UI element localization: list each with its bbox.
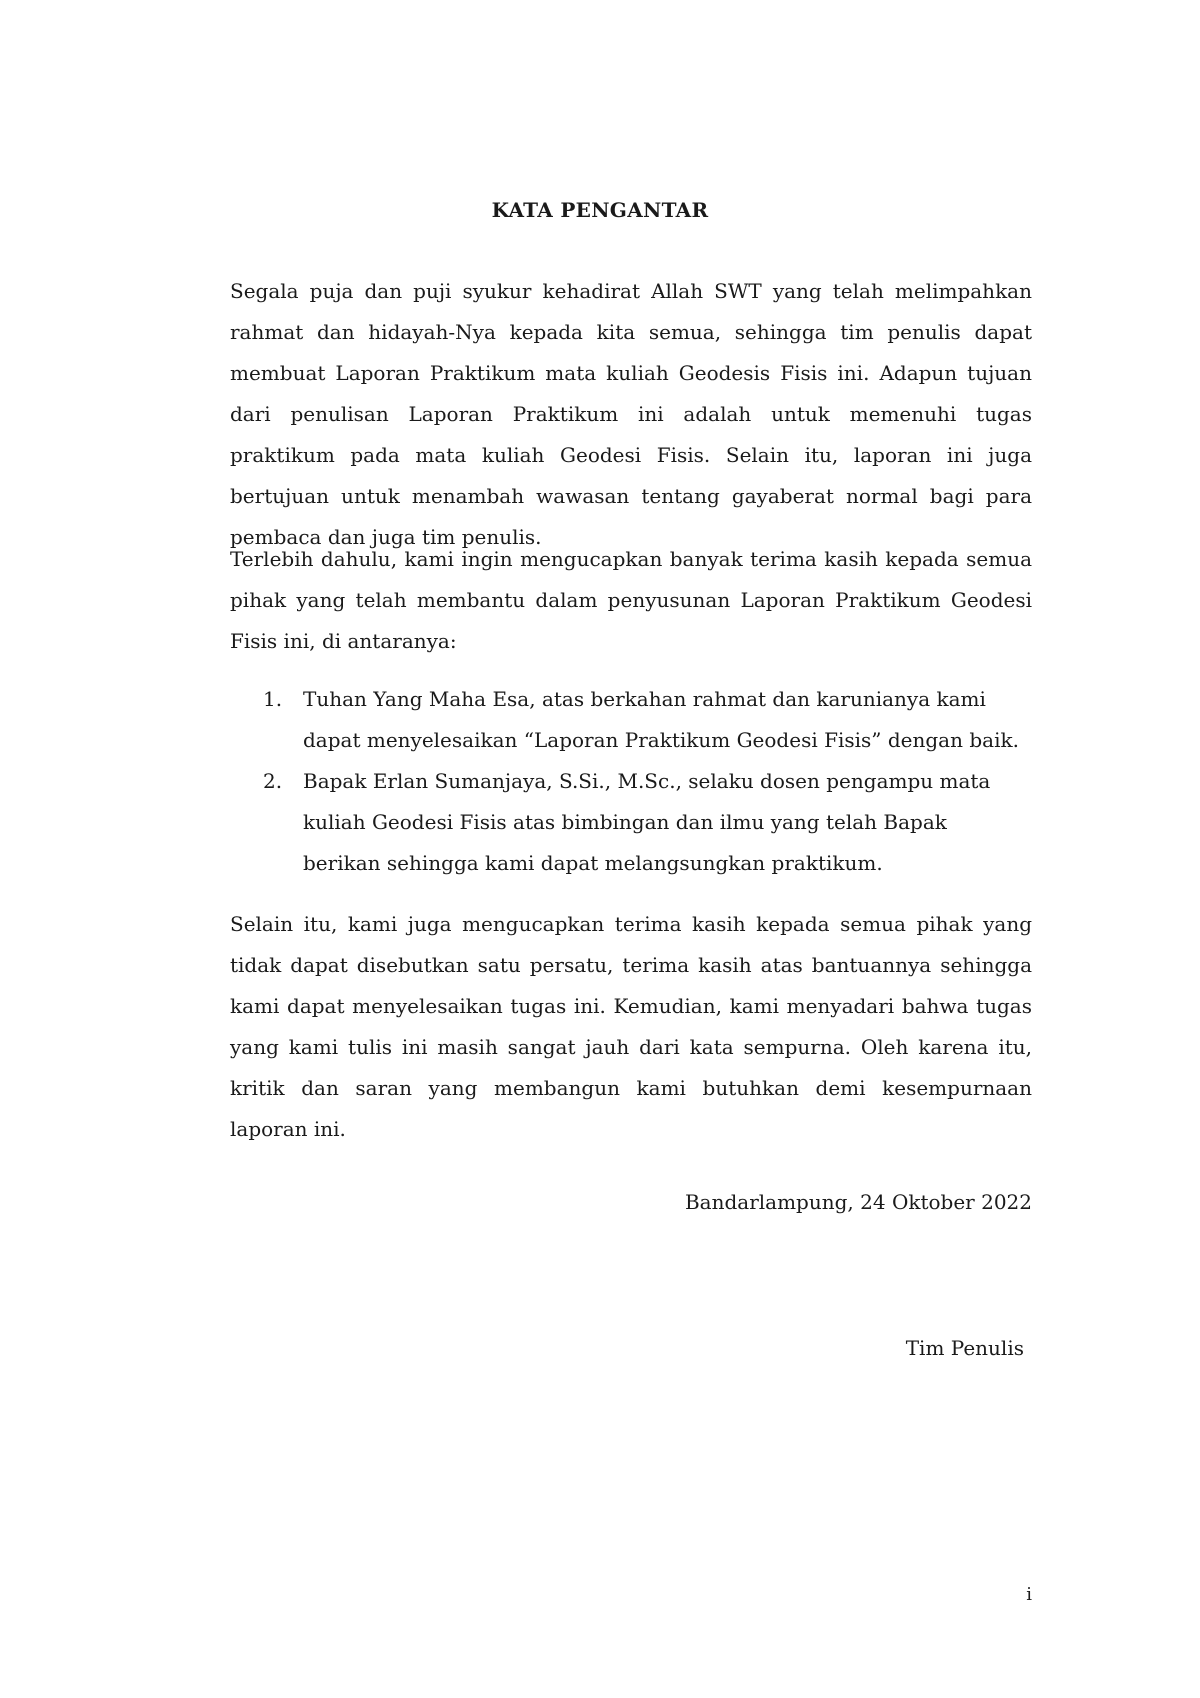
signer: Tim Penulis: [905, 1336, 1024, 1360]
list-item: [230, 679, 1032, 761]
place-date: Bandarlampung, 24 Oktober 2022: [684, 1190, 1032, 1214]
paragraph-intro: Segala puja dan puji syukur kehadirat Allah SWT yang telah melimpahkan rahmat dan hidayah-Nya kepada kita semua, sehingga tim penulis dapat membuat Laporan Praktikum mata kuliah Geodesis Fisis ini. Adapun tujuan dari penulisan Laporan Praktikum ini adalah untuk memenuhi tugas praktikum pada mata kuliah Geodesi Fisis. Selain itu, laporan ini juga bertujuan untuk menambah wawasan tentang gayaberat normal bagi para pembaca dan juga tim penulis.: [230, 279, 1032, 549]
page-number: i: [1026, 1584, 1032, 1605]
list-number: 1.: [263, 687, 283, 711]
list-number: 2.: [263, 769, 283, 793]
list-item: [230, 761, 1032, 884]
page-title: KATA PENGANTAR: [491, 198, 709, 222]
paragraph-closing: Selain itu, kami juga mengucapkan terima kasih kepada semua pihak yang tidak dapat disebutkan satu persatu, terima kasih atas bantuannya sehingga kami dapat menyelesaikan tugas ini. Kemudian, kami menyadari bahwa tugas yang kami tulis ini masih sangat jauh dari kata sempurna. Oleh karena itu, kritik dan saran yang membangun kami butuhkan demi kesempurnaan laporan ini.: [230, 912, 1032, 1141]
list-item-text: Bapak Erlan Sumanjaya, S.Si., M.Sc., selaku dosen pengampu mata kuliah Geodesi Fisis atas bimbingan dan ilmu yang telah Bapak berikan sehingga kami dapat melangsungkan praktikum.: [303, 769, 991, 875]
paragraph-thanks: Terlebih dahulu, kami ingin mengucapkan banyak terima kasih kepada semua pihak yang telah membantu dalam penyusunan Laporan Praktikum Geodesi Fisis ini, di antaranya:: [230, 547, 1032, 653]
list-item-text: Tuhan Yang Maha Esa, atas berkahan rahmat dan karunianya kami dapat menyelesaikan “Laporan Praktikum Geodesi Fisis” dengan baik.: [303, 687, 1019, 752]
acknowledgement-list: [230, 679, 1032, 884]
